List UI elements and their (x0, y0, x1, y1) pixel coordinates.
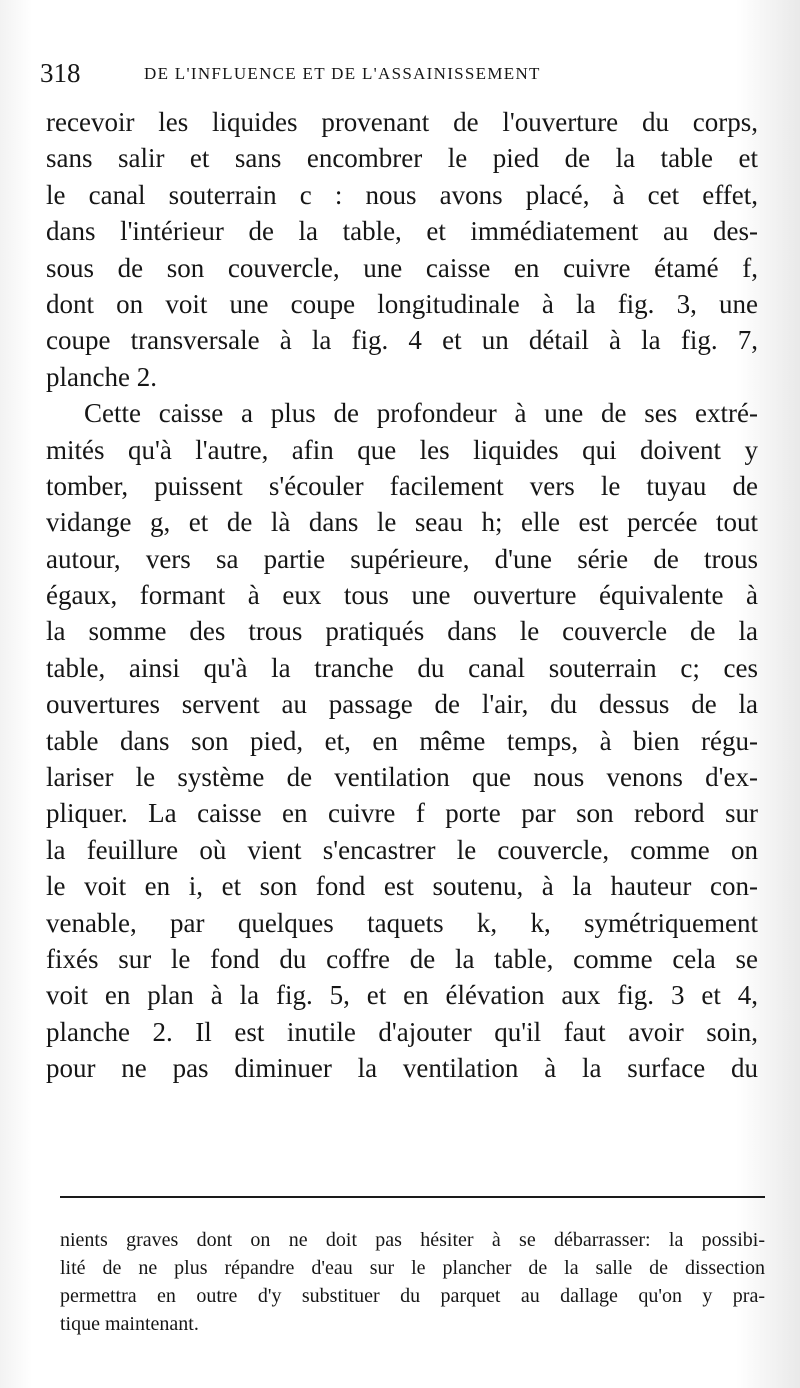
body-line: sous de son couvercle, une caisse en cuivre étamé f, (46, 252, 758, 283)
body-line: voit en plan à la fig. 5, et en élévation aux fig. 3 et 4, (46, 980, 758, 1011)
page-header (40, 55, 760, 91)
body-line: sans salir et sans encombrer le pied de la table et (46, 143, 758, 174)
body-line: tomber, puissent s'écouler facilement vers le tuyau de (46, 470, 758, 501)
body-line: vidange g, et de là dans le seau h; elle est percée tout (46, 507, 758, 538)
running-title: DE L'INFLUENCE ET DE L'ASSAINISSEMENT (144, 64, 541, 83)
body-line: dans l'intérieur de la table, et immédiatement au des- (46, 216, 758, 247)
body-line: la feuillure où vient s'encastrer le couvercle, comme on (46, 834, 758, 865)
body-line: recevoir les liquides provenant de l'ouverture du corps, (46, 107, 758, 137)
body-line: autour, vers sa partie supérieure, d'une série de trous (46, 543, 758, 574)
body-line: table, ainsi qu'à la tranche du canal souterrain c; ces (46, 652, 758, 683)
body-line: mités qu'à l'autre, afin que les liquides qui doivent y (46, 434, 758, 465)
paragraph-start-line: Cette caisse a plus de profondeur à une de ses extré- (84, 398, 758, 429)
footnote (60, 1226, 765, 1338)
body-line: lariser le système de ventilation que nous venons d'ex- (46, 762, 758, 793)
page-number: 318 (40, 58, 81, 88)
body-line: pour ne pas diminuer la ventilation à la surface du (46, 1053, 758, 1084)
body-line: ouvertures servent au passage de l'air, du dessus de la (46, 689, 758, 720)
body-line: le canal souterrain c : nous avons placé, à cet effet, (46, 179, 758, 210)
footnote-line: nients graves dont on ne doit pas hésiter à se débarrasser: la possibi- (60, 1229, 765, 1251)
body-line: dont on voit une coupe longitudinale à la fig. 3, une (46, 288, 758, 319)
footnote-line: permettra en outre d'y substituer du parquet au dallage qu'on y pra- (60, 1285, 765, 1307)
footnote-rule (60, 1196, 765, 1198)
body-line: égaux, formant à eux tous une ouverture équivalente à (46, 580, 758, 611)
body-line: pliquer. La caisse en cuivre f porte par son rebord sur (46, 798, 758, 829)
footnote-line: lité de ne plus répandre d'eau sur le plancher de la salle de dissection (60, 1257, 765, 1279)
body-line: le voit en i, et son fond est soutenu, à la hauteur con- (46, 871, 758, 902)
body-line: la somme des trous pratiqués dans le couvercle de la (46, 616, 758, 647)
body-line: planche 2. (46, 361, 157, 392)
body-line: coupe transversale à la fig. 4 et un détail à la fig. 7, (46, 325, 758, 356)
body-line: planche 2. Il est inutile d'ajouter qu'il faut avoir soin, (46, 1016, 758, 1047)
footnote-line: tique maintenant. (60, 1313, 199, 1335)
body-line: table dans son pied, et, en même temps, à bien régu- (46, 725, 758, 756)
body-text (46, 104, 758, 1087)
body-line: fixés sur le fond du coffre de la table, comme cela se (46, 943, 758, 974)
body-line: venable, par quelques taquets k, k, symétriquement (46, 907, 758, 938)
